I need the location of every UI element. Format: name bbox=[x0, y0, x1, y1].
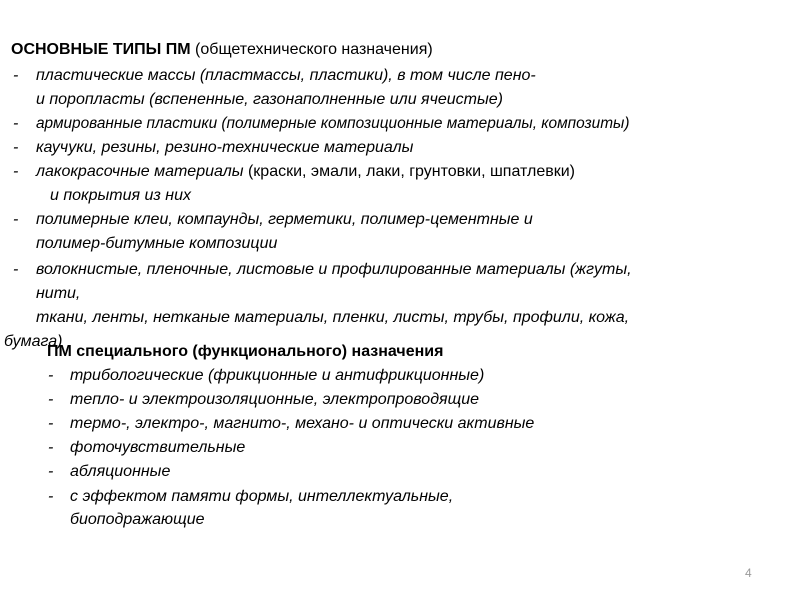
dash: - bbox=[13, 67, 19, 84]
section2-item-dash: - bbox=[48, 391, 54, 408]
section2-item-text: с эффектом памяти формы, интеллектуальные, bbox=[70, 488, 454, 505]
section1-item-text: волокнистые, пленочные, листовые и профилированные материалы (жгуты, bbox=[36, 261, 632, 278]
section2-item-dash: - bbox=[48, 463, 54, 480]
dash: - bbox=[13, 163, 19, 180]
section1-item-text: полимер-битумные композиции bbox=[36, 235, 278, 252]
dash: - bbox=[13, 261, 19, 278]
dash: - bbox=[13, 139, 19, 156]
section1-item-text: полимерные клеи, компаунды, герметики, полимер-цементные и bbox=[36, 211, 533, 228]
section1-item-text bbox=[36, 162, 575, 182]
section1-heading bbox=[11, 40, 433, 60]
section1-item-text: нити, bbox=[36, 285, 81, 302]
page-number: 4 bbox=[745, 566, 752, 580]
section1-item-text: каучуки, резины, резино-технические материалы bbox=[36, 139, 414, 156]
section1-item-text-main: лакокрасочные материалы bbox=[36, 163, 244, 180]
section1-item-text: ткани, ленты, нетканые материалы, пленки, листы, трубы, профили, кожа, bbox=[36, 309, 630, 326]
section2-item-dash: - bbox=[48, 415, 54, 432]
section1-item bbox=[13, 260, 18, 280]
section2-heading: ПМ специального (функционального) назначения bbox=[47, 343, 444, 360]
dash: - bbox=[13, 211, 19, 228]
dash: - bbox=[13, 115, 19, 132]
section2-item-dash: - bbox=[48, 488, 54, 505]
section2-item-dash: - bbox=[48, 367, 54, 384]
section2-item-text: трибологические (фрикционные и антифрикционные) bbox=[70, 367, 485, 384]
section2-item-text: тепло- и электроизоляционные, электропроводящие bbox=[70, 391, 479, 408]
section1-item-text: армированные пластики (полимерные композиционные материалы, композиты) bbox=[36, 115, 630, 132]
section1-item-text-rest: (краски, эмали, лаки, грунтовки, шпатлевки) bbox=[243, 163, 575, 180]
section1-item bbox=[13, 138, 18, 158]
section2-item-text: фоточувствительные bbox=[70, 439, 246, 456]
section1-heading-rest: (общетехнического назначения) bbox=[190, 41, 433, 58]
section2-item-dash: - bbox=[48, 439, 54, 456]
section1-item bbox=[13, 66, 18, 86]
section1-item bbox=[13, 114, 18, 134]
section2-item-text: термо-, электро-, магнито-, механо- и оптически активные bbox=[70, 415, 535, 432]
section2-item-text: биоподражающие bbox=[70, 511, 205, 528]
section1-item bbox=[13, 162, 18, 182]
section1-item-text: и покрытия из них bbox=[50, 187, 191, 204]
section1-item-text: бумага) bbox=[4, 333, 63, 350]
section1-item-text: пластические массы (пластмассы, пластики), в том числе пено- bbox=[36, 67, 536, 84]
section1-item bbox=[13, 210, 18, 230]
section2-item-text: абляционные bbox=[70, 463, 171, 480]
section1-heading-bold: ОСНОВНЫЕ ТИПЫ ПМ bbox=[11, 41, 191, 58]
section1-item-text: и поропласты (вспененные, газонаполненные или ячеистые) bbox=[36, 91, 503, 108]
